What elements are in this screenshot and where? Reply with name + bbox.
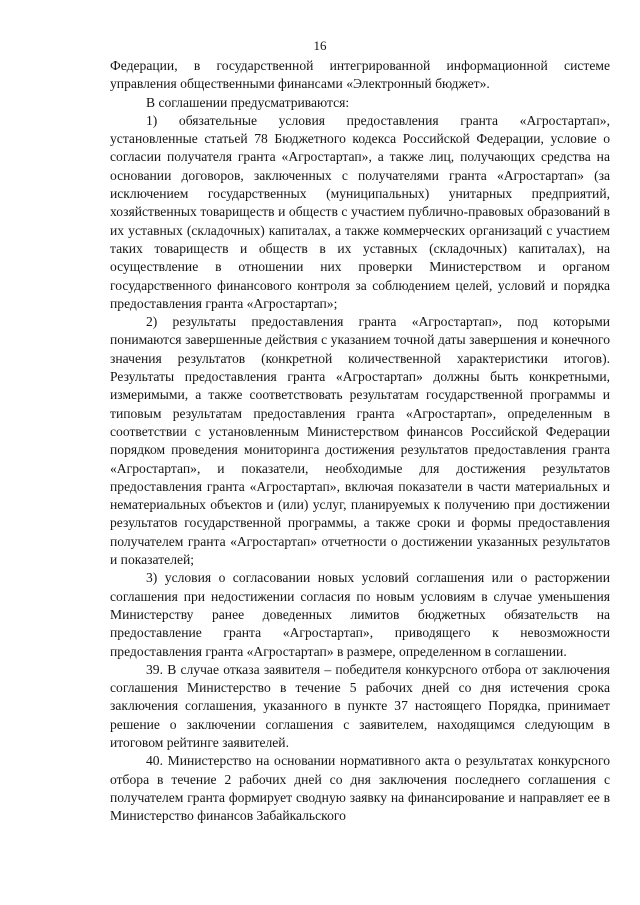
paragraph-40: 40. Министерство на основании нормативного акта о результатах конкурсного отбора в течение 2 рабочих дней со дня заключения последнего соглашения с получателем гранта формирует сводную заявку на финансирование и направляет ее в Министерство финансов Забайкальского (110, 753, 610, 824)
paragraph-item-3: 3) условия о согласовании новых условий соглашения или о расторжении соглашения при недостижении согласия по новым условиям в случае уменьшения Министерству ранее доведенных лимитов бюджетных обязательств на предоставление гранта «Агростартап», приводящего к невозможности предоставления гранта «Агростартап» в размере, определенном в соглашении. (110, 570, 610, 659)
paragraph-item-2: 2) результаты предоставления гранта «Агростартап», под которыми понимаются завершенные действия с указанием точной даты завершения и конечного значения результатов (конкретной количественной характеристики итогов). Результаты предоставления гранта «Агростартап» должны быть конкретными, измеримыми, а также соответствовать результатам государственной программы и типовым результатам предоставления гранта «Агростартап», определенным в соответствии с установленным Министерством финансов Российской Федерации порядком проведения мониторинга достижения результатов предоставления гранта «Агростартап», и показатели, необходимые для достижения результатов предоставления гранта «Агростартап», включая показатели в части материальных и нематериальных объектов и (или) услуг, планируемых к получению при достижении результатов государственной программы, а также сроки и формы предоставления получателем гранта «Агростартап» отчетности о достижении указанных результатов и показателей; (110, 314, 610, 568)
body-text (110, 57, 610, 825)
page-number: 16 (313, 38, 327, 53)
paragraph-item-1: 1) обязательные условия предоставления гранта «Агростартап», установленные статьей 78 Бюджетного кодекса Российской Федерации, условие о согласии получателя гранта «Агростартап», а также лиц, получающих средства на основании договоров, заключенных с получателями гранта «Агростартап» (за исключением государственных (муниципальных) унитарных предприятий, хозяйственных товариществ и обществ с участием публично-правовых образований в их уставных (складочных) капиталах, а также коммерческих организаций с участием таких товариществ и обществ в их уставных (складочных) капиталах), на осуществление в отношении них проверки Министерством и органом государственного финансового контроля за соблюдением целей, условий и порядка предоставления гранта «Агростартап»; (110, 112, 610, 311)
paragraph-intro: В соглашении предусматриваются: (146, 94, 350, 110)
paragraph-39: 39. В случае отказа заявителя – победителя конкурсного отбора от заключения соглашения Министерство в течение 5 рабочих дней со дня истечения срока заключения соглашения, указанного в пункте 37 настоящего Порядка, принимает решение о заключении соглашения с заявителем, находящимся следующим в итоговом рейтинге заявителей. (110, 661, 610, 750)
paragraph-continuation: Федерации, в государственной интегрированной информационной системе управления общественными финансами «Электронный бюджет». (110, 58, 610, 92)
